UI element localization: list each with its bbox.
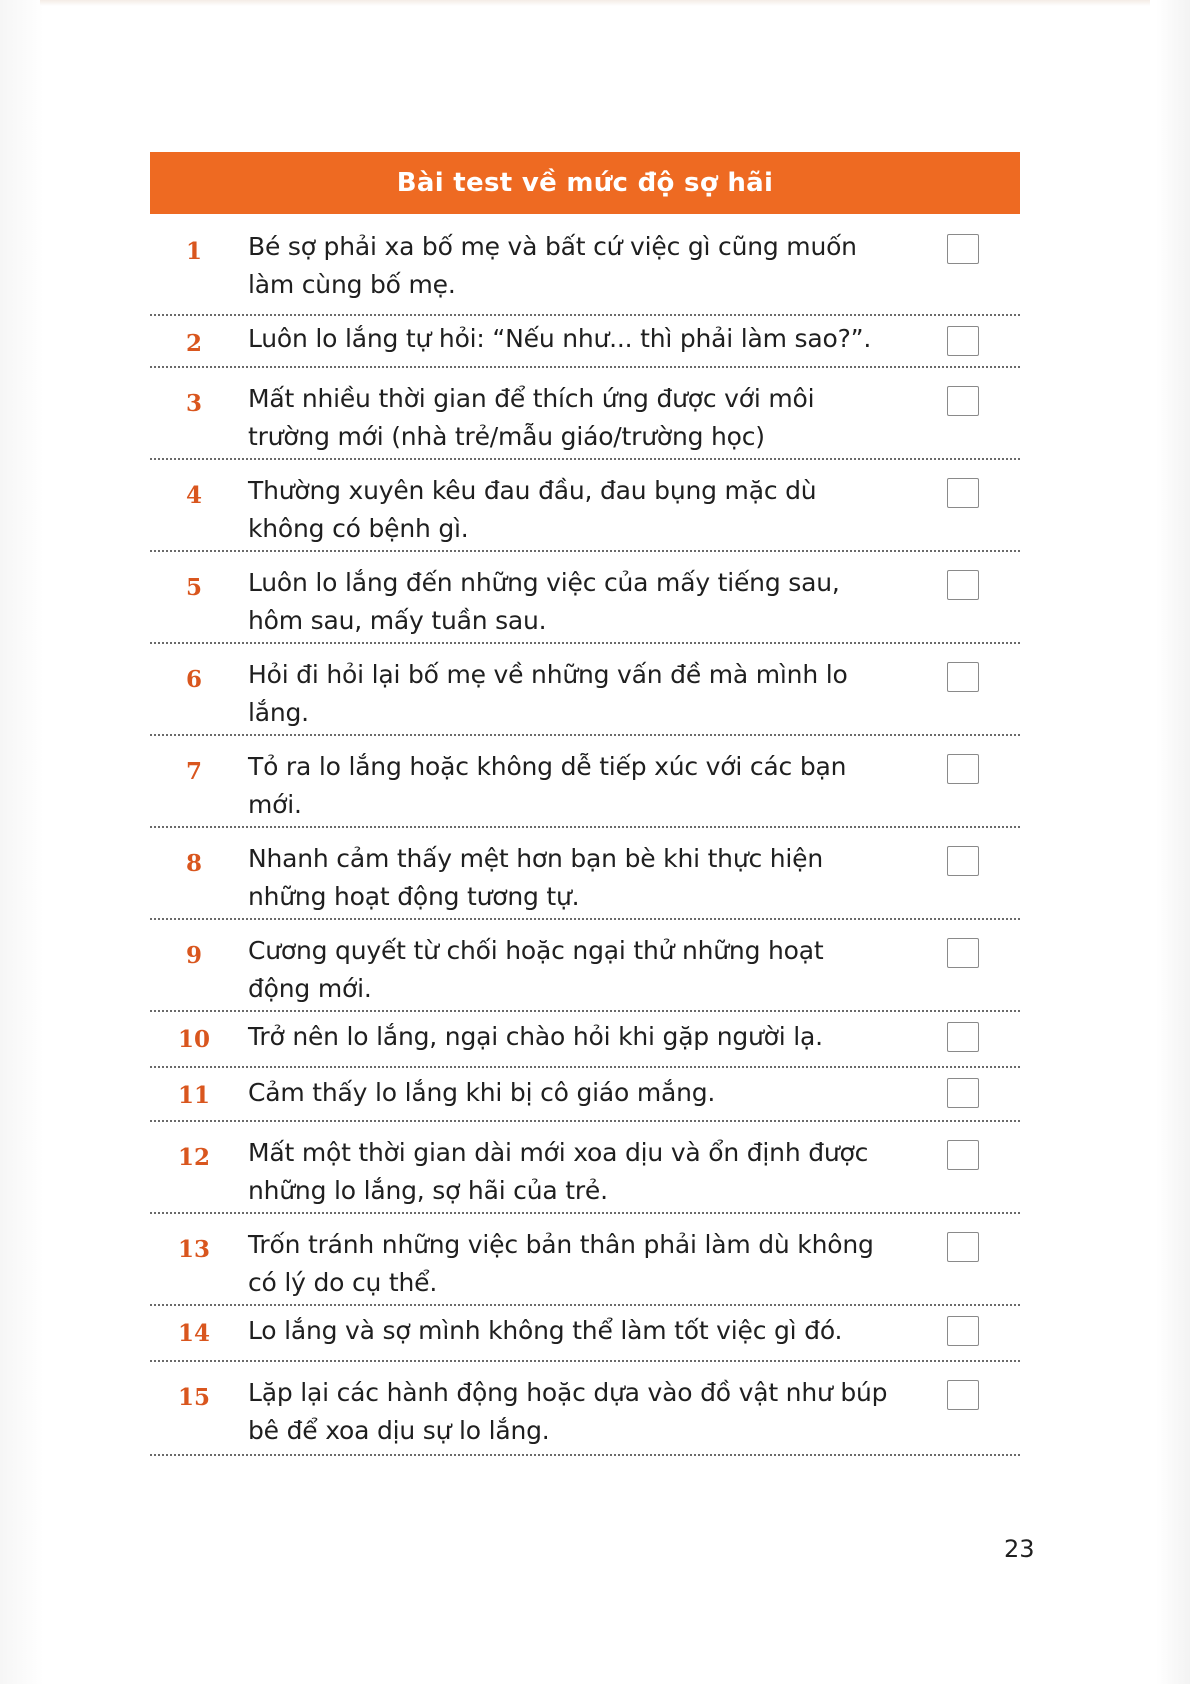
question-number: 6 [185,666,202,693]
question-row [150,1214,1020,1306]
header-bar [150,152,1020,214]
question-row [150,1306,1020,1362]
question-text: Cảm thấy lo lắng khi bị cô giáo mắng. [248,1078,716,1107]
question-number: 14 [177,1320,210,1347]
answer-checkbox[interactable] [947,846,979,876]
question-number: 1 [185,238,202,265]
question-list [150,214,1020,1456]
question-row [150,644,1020,736]
answer-checkbox[interactable] [947,234,979,264]
question-text: Mất nhiều thời gian để thích ứng được với môi trường mới (nhà trẻ/mẫu giáo/trường học) [248,384,815,451]
question-text: Tỏ ra lo lắng hoặc không dễ tiếp xúc với các bạn mới. [248,752,847,819]
answer-checkbox[interactable] [947,754,979,784]
question-number: 9 [185,942,202,969]
answer-checkbox[interactable] [947,938,979,968]
question-number: 15 [177,1384,210,1411]
answer-checkbox[interactable] [947,386,979,416]
question-text: Cương quyết từ chối hoặc ngại thử những hoạt động mới. [248,936,824,1003]
question-text: Trở nên lo lắng, ngại chào hỏi khi gặp người lạ. [248,1022,823,1051]
answer-checkbox[interactable] [947,570,979,600]
question-row [150,828,1020,920]
question-row [150,460,1020,552]
question-number: 11 [177,1082,210,1109]
question-number: 3 [185,390,202,417]
page-edge-left [0,0,44,1684]
question-number: 12 [177,1144,210,1171]
answer-checkbox[interactable] [947,662,979,692]
question-text: Lặp lại các hành động hoặc dựa vào đồ vật như búp bê để xoa dịu sự lo lắng. [248,1378,888,1445]
page-shadow-top [40,0,1150,6]
question-number: 8 [185,850,202,877]
question-row [150,1068,1020,1122]
question-text: Luôn lo lắng tự hỏi: “Nếu như... thì phải làm sao?”. [248,324,872,353]
answer-checkbox[interactable] [947,326,979,356]
question-row [150,920,1020,1012]
question-number: 7 [185,758,202,785]
question-number: 13 [177,1236,210,1263]
question-number: 4 [185,482,202,509]
page-edge-right [1156,0,1190,1684]
question-text: Thường xuyên kêu đau đầu, đau bụng mặc dù không có bệnh gì. [248,476,817,543]
question-row [150,1362,1020,1456]
question-row [150,736,1020,828]
question-row [150,214,1020,316]
question-text: Mất một thời gian dài mới xoa dịu và ổn định được những lo lắng, sợ hãi của trẻ. [248,1138,869,1205]
question-text: Hỏi đi hỏi lại bố mẹ về những vấn đề mà mình lo lắng. [248,660,848,727]
question-row [150,552,1020,644]
answer-checkbox[interactable] [947,1232,979,1262]
page-number: 23 [1004,1535,1035,1563]
answer-checkbox[interactable] [947,1140,979,1170]
question-row [150,368,1020,460]
answer-checkbox[interactable] [947,478,979,508]
question-text: Trốn tránh những việc bản thân phải làm dù không có lý do cụ thể. [248,1230,874,1297]
answer-checkbox[interactable] [947,1078,979,1108]
question-row [150,1012,1020,1068]
question-text: Nhanh cảm thấy mệt hơn bạn bè khi thực hiện những hoạt động tương tự. [248,844,823,911]
question-row [150,316,1020,368]
question-number: 5 [185,574,202,601]
question-text: Luôn lo lắng đến những việc của mấy tiếng sau, hôm sau, mấy tuần sau. [248,568,840,635]
question-text: Bé sợ phải xa bố mẹ và bất cứ việc gì cũng muốn làm cùng bố mẹ. [248,232,857,299]
question-number: 10 [177,1026,210,1053]
question-text: Lo lắng và sợ mình không thể làm tốt việc gì đó. [248,1316,843,1345]
test-title: Bài test về mức độ sợ hãi [396,168,774,198]
test-sheet [150,152,1020,1456]
answer-checkbox[interactable] [947,1022,979,1052]
answer-checkbox[interactable] [947,1380,979,1410]
answer-checkbox[interactable] [947,1316,979,1346]
question-row [150,1122,1020,1214]
question-number: 2 [185,330,202,357]
